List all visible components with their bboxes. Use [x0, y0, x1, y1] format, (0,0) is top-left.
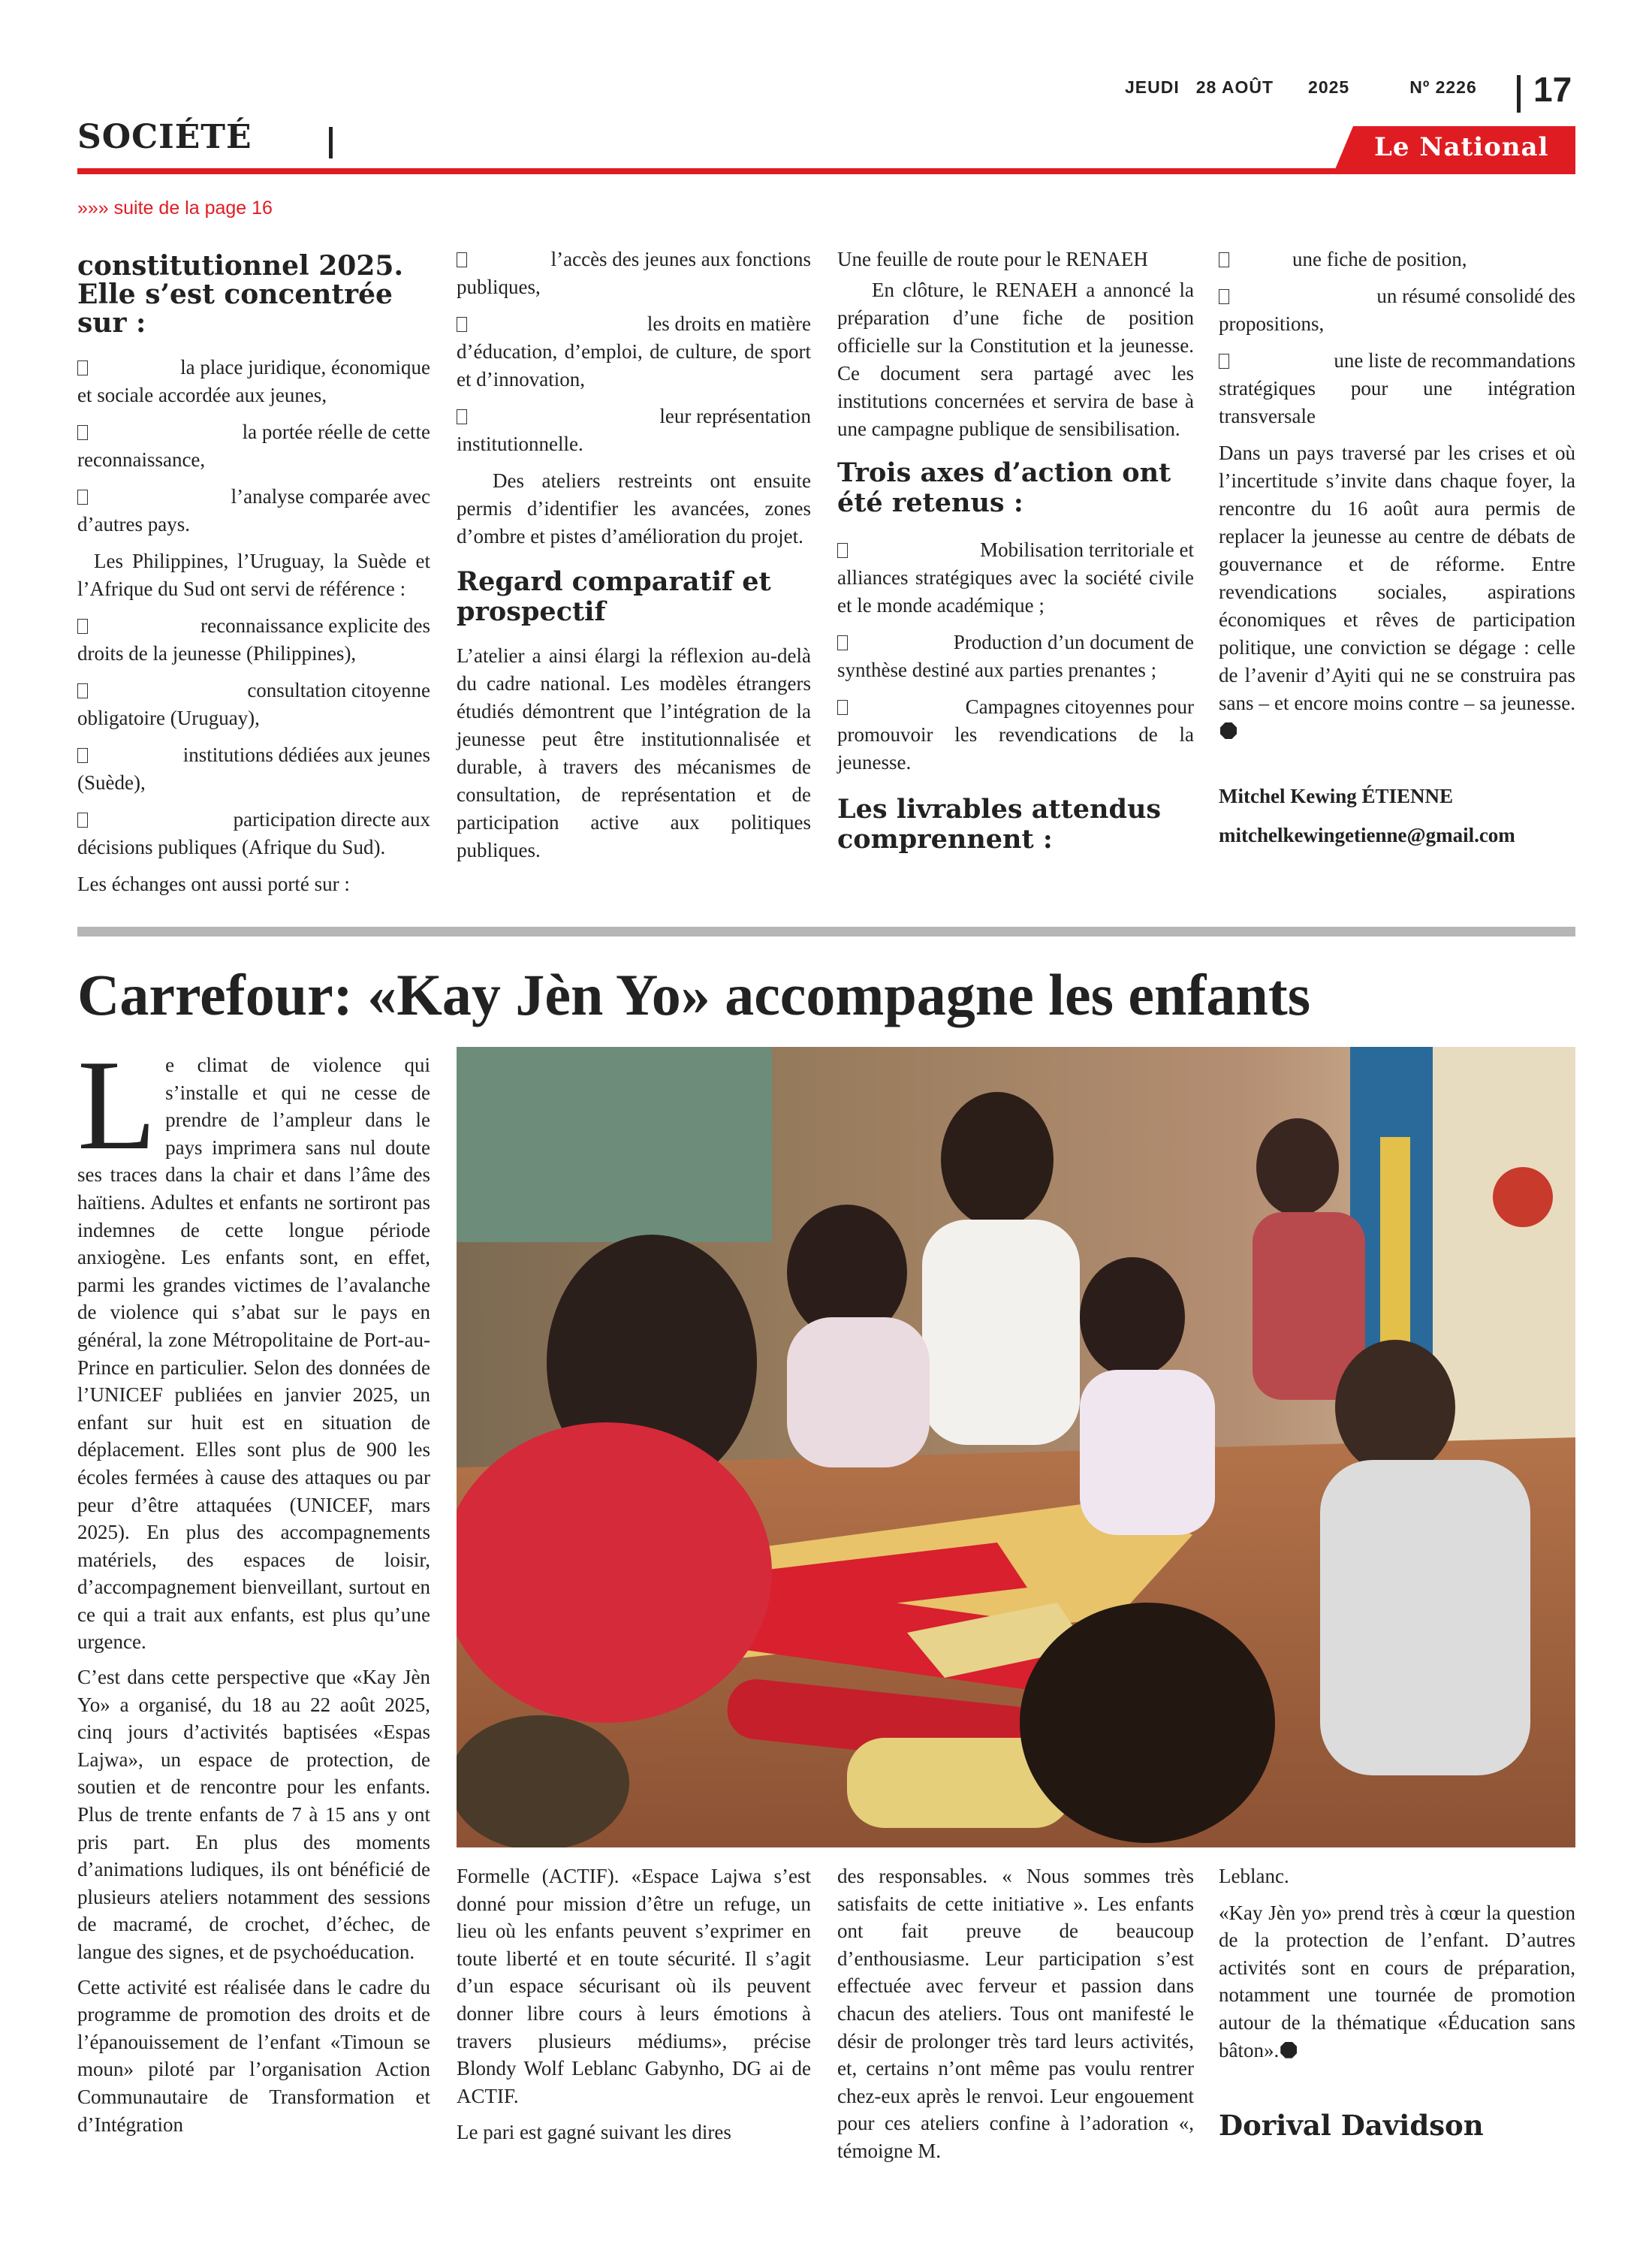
col4-paragraph: Dans un pays traversé par les crises et où l’incertitude s’invite dans chaque foyer, la rencontre du 16 août aura permis de replacer la jeunesse au centre de débats de gouvernance et de réforme. Entre revendications sociales, aspirations économiques et rêves de participation politique, une conviction se dégage : celle de l’avenir d’Ayiti qui ne se construira pas sans – et encore moins contre – sa jeunesse. — [1219, 439, 1575, 745]
section-divider — [329, 127, 333, 158]
col3-line: Une feuille de route pour le RENAEH — [837, 248, 1148, 270]
article2-column-1 — [77, 1034, 430, 2147]
list-item: une fiche de position, — [1219, 246, 1575, 273]
col2-paragraph: L’atelier a ainsi élargi la réflexion au-delà du cadre national. Les modèles étrangers étudiés démontrent que l’intégration de la jeunesse peut être institutionnalisée et durable, à travers des mécanismes de consultation, de représentation et de participation active aux politiques publiques. — [457, 644, 811, 861]
bullet-box-icon — [457, 252, 467, 267]
list-item: reconnaissance explicite des droits de la jeunesse (Philippines), — [77, 614, 430, 665]
article2-column-4 — [1219, 1862, 1575, 2142]
article2-column-3 — [837, 1862, 1194, 2174]
bullet-box-icon — [837, 700, 848, 715]
issue-day: JEUDI — [1125, 77, 1180, 97]
col2-subheading: Regard comparatif et prospectif — [457, 566, 771, 627]
list-item: les droits en matière d’éducation, d’emploi, de culture, de sport et d’innovation, — [457, 312, 811, 391]
list-item: l’accès des jeunes aux fonctions publiques, — [457, 248, 811, 298]
list-item: consultation citoyenne obligatoire (Uruguay), — [77, 679, 430, 729]
col1-paragraph: Les Philippines, l’Uruguay, la Suède et l’Afrique du Sud ont servi de référence : — [77, 550, 430, 600]
article2-paragraph: Cette activité est réalisée dans le cadre du programme de promotion des droits et de l’épanouissement de l’enfant «Timoun se moun» piloté par l’organisation Action Communautaire de Transformation et d’Intégration — [77, 1975, 430, 2136]
col1-paragraph: Les échanges ont aussi porté sur : — [77, 873, 350, 895]
bullet-box-icon — [77, 360, 88, 376]
bullet-box-icon — [77, 425, 88, 440]
article2-paragraph: «Kay Jèn yo» prend très à cœur la question de la protection de l’enfant. D’autres activités sont en cours de préparation, notamment une tournée de promotion autour de la thématique «Éducation sans bâton». — [1219, 1901, 1575, 2061]
end-of-article-icon — [1280, 2042, 1297, 2058]
issue-number: Nº 2226 — [1409, 77, 1477, 97]
bullet-box-icon — [77, 619, 88, 634]
col2-paragraph: Des ateliers restreints ont ensuite permis d’identifier les avancées, zones d’ombre et pistes d’amélioration du projet. — [457, 469, 811, 547]
issue-date-line — [1125, 77, 1494, 98]
article1-column-4 — [1219, 246, 1575, 850]
list-item: une liste de recommandations stratégiques pour une intégration transversale — [1219, 349, 1575, 427]
bullet-box-icon — [77, 683, 88, 698]
bullet-box-icon — [1219, 289, 1229, 304]
article1-column-2 — [457, 246, 811, 873]
article2-paragraph: C’est dans cette perspective que «Kay Jèn Yo» a organisé, du 18 au 22 août 2025, cinq jours d’activités baptisées «Espas Lajwa», un espace de protection, de soutien et de rencontre pour les enfants. Plus de trente enfants de 7 à 15 ans y ont pris part. En plus des moments d’animations ludiques, ils ont bénéficié de plusieurs ateliers notamment des sessions de macramé, de crochet, d’échec, de langue des signes, et de psychoéducation. — [77, 1666, 430, 1963]
bullet-box-icon — [77, 748, 88, 763]
list-item: Mobilisation territoriale et alliances stratégiques avec la société civile et le monde académique ; — [837, 538, 1194, 617]
issue-date: 28 AOÛT — [1195, 77, 1274, 97]
article1-column-1 — [77, 252, 430, 907]
bullet-box-icon — [1219, 252, 1229, 267]
bullet-box-icon — [457, 317, 467, 332]
article2-paragraph: des responsables. « Nous sommes très satisfaits de cette initiative ». Les enfants ont fait preuve de beaucoup d’enthousiasme. Leur participation s’est effectuée avec ferveur et passion dans chacun des ateliers. Tous ont manifesté le désir de prolonger très tard leurs activités, et, certains n’ont même pas voulu rentrer chez-eux après le renvoi. Leur engouement pour ces ateliers confine à l’adoration «, témoigne M. — [837, 1865, 1194, 2162]
article2-author: Dorival Davidson — [1219, 2109, 1484, 2143]
article2-headline: Carrefour: «Kay Jèn Yo» accompagne les enfants — [77, 962, 1311, 1027]
list-item: participation directe aux décisions publiques (Afrique du Sud). — [77, 808, 430, 858]
photo-children-workshop — [457, 1047, 1575, 1847]
col3-subheading: Les livrables attendus comprennent : — [837, 794, 1162, 855]
article1-email[interactable]: mitchelkewingetienne@gmail.com — [1219, 824, 1515, 846]
bullet-box-icon — [837, 543, 848, 558]
col1-heading: constitutionnel 2025. Elle s’est concentrée sur : — [77, 250, 403, 339]
list-item: la place juridique, économique et sociale accordée aux jeunes, — [77, 356, 430, 406]
bullet-box-icon — [1219, 354, 1229, 369]
bullet-box-icon — [457, 409, 467, 424]
list-item: un résumé consolidé des propositions, — [1219, 285, 1575, 335]
continued-from: »»» suite de la page 16 — [77, 198, 273, 219]
header-red-rule — [77, 168, 1575, 174]
col3-paragraph: En clôture, le RENAEH a annoncé la préparation d’une fiche de position officielle sur la Constitution et la jeunesse. Ce document sera partagé avec les institutions concernées et servira de base à une campagne publique de sensibilisation. — [837, 279, 1194, 440]
list-item: leur représentation institutionnelle. — [457, 405, 811, 455]
article1-column-3 — [837, 246, 1194, 870]
list-item: la portée réelle de cette reconnaissance, — [77, 421, 430, 471]
brand-name: Le National — [1374, 132, 1549, 162]
list-item: Production d’un document de synthèse destiné aux parties prenantes ; — [837, 631, 1194, 681]
article2-paragraph: Formelle (ACTIF). «Espace Lajwa s’est donné pour mission d’être un refuge, un lieu où les enfants peuvent s’exprimer en toute liberté et en toute sécurité. Il s’agit d’un espace sécurisant où ils peuvent donner libre cours à leurs émotions à travers plusieurs médiums», précise Blondy Wolf Leblanc Gabynho, DG ai de ACTIF. — [457, 1865, 811, 2107]
article2-lead-paragraph: Le climat de violence qui s’installe et qui ne cesse de prendre de l’ampleur dans le pays imprimera sans nul doute ses traces dans la chair et dans l’âme des haïtiens. Adultes et enfants ne sortiront pas indemnes de cette longue période anxiogène. Les enfants sont, en effet, parmi les grandes victimes de l’avalanche de violence qui s’abat sur le pays en général, la zone Métropolitaine de Port-au-Prince en particulier. Selon des données de l’UNICEF publiées en janvier 2025, un enfant sur huit est en situation de déplacement. Elles sont plus de 900 les écoles fermées à cause des attaques ou par peur d’être attaquées (UNICEF, mars 2025). En plus des accompagnements matériels, des espaces de loisir, d’accompagnement bienveillant, surtout en ce qui a trait aux enfants, est plus qu’une urgence. — [77, 1034, 430, 1654]
header-divider — [1517, 75, 1521, 113]
article2-paragraph: Leblanc. — [1219, 1865, 1289, 1887]
article1-author: Mitchel Kewing ÉTIENNE — [1219, 785, 1454, 807]
page-number: 17 — [1533, 70, 1572, 109]
issue-year: 2025 — [1308, 77, 1350, 97]
col3-subheading: Trois axes d’action ont été retenus : — [837, 457, 1171, 518]
dropcap: L — [77, 1034, 157, 1177]
list-item: Campagnes citoyennes pour promouvoir les revendications de la jeunesse. — [837, 695, 1194, 774]
list-item: institutions dédiées aux jeunes (Suède), — [77, 743, 430, 794]
bullet-box-icon — [837, 635, 848, 650]
section-title: SOCIÉTÉ — [77, 118, 252, 156]
bullet-box-icon — [77, 813, 88, 828]
end-of-article-icon — [1220, 722, 1237, 739]
article2-paragraph: Le pari est gagné suivant les dires — [457, 2121, 731, 2144]
article2-column-2 — [457, 1862, 811, 2155]
bullet-box-icon — [77, 490, 88, 505]
list-item: l’analyse comparée avec d’autres pays. — [77, 485, 430, 535]
article-separator — [77, 927, 1575, 936]
